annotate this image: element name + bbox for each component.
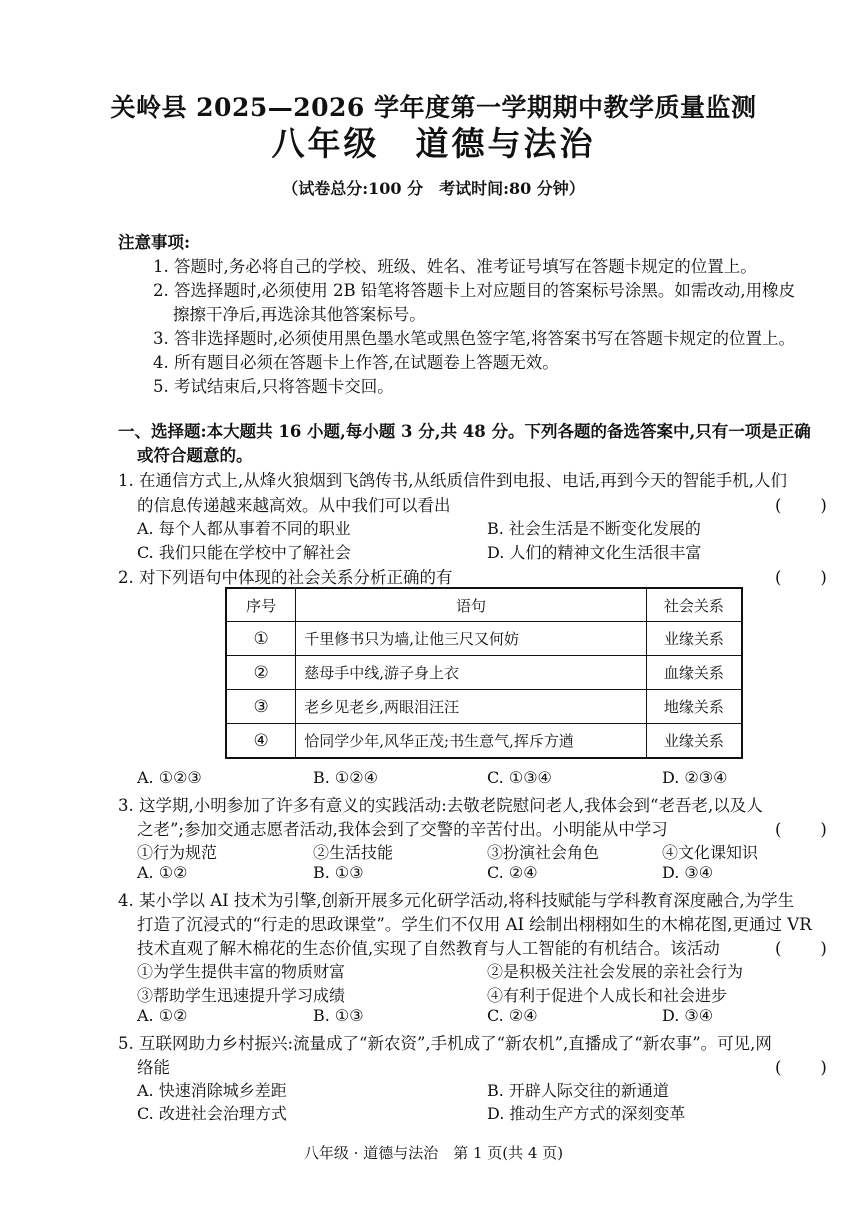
row-number: ④ (226, 724, 296, 759)
note-item: 4. 所有题目必须在答题卡上作答,在试题卷上答题无效。 (153, 353, 559, 372)
q3-option-c: C. ②④ (487, 863, 538, 882)
notes-heading: 注意事项: (118, 233, 191, 252)
exam-title: 关岭县 2025—2026 学年度第一学期期中教学质量监测 (110, 93, 757, 122)
table-row (226, 690, 742, 724)
exam-subject-title: 八年级 道德与法治 (271, 124, 596, 163)
row-number: ② (226, 656, 296, 690)
row-relation: 地缘关系 (646, 690, 742, 724)
question-4-stem-cont: 打造了沉浸式的“行走的思政课堂”。学生们不仅用 AI 绘制出栩栩如生的木棉花图,更通过 VR (137, 915, 812, 934)
q1-option-d: D. 人们的精神文化生活很丰富 (487, 543, 702, 562)
question-2-stem: 2. 对下列语句中体现的社会关系分析正确的有 (118, 568, 453, 587)
note-item: 1. 答题时,务必将自己的学校、班级、姓名、准考证号填写在答题卡规定的位置上。 (153, 257, 757, 276)
q3-option-d: D. ③④ (662, 863, 714, 882)
table-header-row (226, 588, 742, 622)
question-5-stem: 5. 互联网助力乡村振兴:流量成了“新农资”,手机成了“新农机”,直播成了“新农事”。可见,网 (118, 1034, 772, 1053)
question-3-stem-cont: 之老”;参加交通志愿者活动,我体会到了交警的辛苦付出。小明能从中学习 (137, 820, 668, 839)
q2-option-c: C. ①③④ (487, 768, 552, 787)
q5-option-b: B. 开辟人际交往的新通道 (487, 1081, 669, 1100)
question-4-stem: 4. 某小学以 AI 技术为引擎,创新开展多元化研学活动,将科技赋能与学科教育深度融合,为学生 (118, 891, 795, 910)
answer-blank: ( ) (775, 939, 829, 958)
table-row (226, 724, 742, 759)
row-relation: 血缘关系 (646, 656, 742, 690)
q1-option-c: C. 我们只能在学校中了解社会 (137, 543, 351, 562)
note-item: 3. 答非选择题时,必须使用黑色墨水笔或黑色签字笔,将答案书写在答题卡规定的位置上。 (153, 329, 795, 348)
q3-item: ④文化课知识 (662, 843, 759, 862)
row-number: ③ (226, 690, 296, 724)
q2-option-a: A. ①②③ (137, 768, 202, 787)
q1-option-b: B. 社会生活是不断变化发展的 (487, 519, 701, 538)
social-relations-table (225, 587, 743, 759)
row-relation: 业缘关系 (646, 622, 742, 656)
q4-option-a: A. ①② (137, 1006, 188, 1025)
q3-item: ②生活技能 (313, 843, 394, 862)
q4-item: ②是积极关注社会发展的亲社会行为 (487, 962, 744, 981)
q5-option-a: A. 快速消除城乡差距 (137, 1081, 287, 1100)
row-number: ① (226, 622, 296, 656)
answer-blank: ( ) (775, 496, 829, 515)
note-item: 2. 答选择题时,必须使用 2B 铅笔将答题卡上对应题目的答案标号涂黑。如需改动,用橡皮 (153, 281, 796, 300)
question-4-stem-cont: 技术直观了解木棉花的生态价值,实现了自然教育与人工智能的有机结合。该活动 (137, 939, 720, 958)
q2-option-b: B. ①②④ (313, 768, 378, 787)
answer-blank: ( ) (775, 568, 829, 587)
exam-info: （试卷总分:100 分 考试时间:80 分钟） (282, 179, 585, 198)
answer-blank: ( ) (775, 1058, 829, 1077)
section-heading-continuation: 或符合题意的。 (137, 446, 253, 465)
q4-option-c: C. ②④ (487, 1006, 538, 1025)
q3-option-b: B. ①③ (313, 863, 364, 882)
q1-option-a: A. 每个人都从事着不同的职业 (137, 519, 351, 538)
note-item-continuation: 擦擦干净后,再选涂其他答案标号。 (173, 305, 426, 324)
q2-option-d: D. ②③④ (662, 768, 728, 787)
q4-item: ③帮助学生迅速提升学习成绩 (137, 986, 346, 1005)
q5-option-c: C. 改进社会治理方式 (137, 1104, 287, 1123)
row-sentence: 千里修书只为墙,让他三尺又何妨 (296, 622, 647, 656)
q4-item: ①为学生提供丰富的物质财富 (137, 962, 346, 981)
row-sentence: 恰同学少年,风华正茂;书生意气,挥斥方遒 (296, 724, 647, 759)
question-5-stem-cont: 络能 (137, 1058, 170, 1077)
q4-option-b: B. ①③ (313, 1006, 364, 1025)
row-sentence: 老乡见老乡,两眼泪汪汪 (296, 690, 647, 724)
q3-item: ①行为规范 (137, 843, 218, 862)
question-1-stem: 1. 在通信方式上,从烽火狼烟到飞鸽传书,从纸质信件到电报、电话,再到今天的智能手机,人们 (118, 471, 787, 490)
note-item: 5. 考试结束后,只将答题卡交回。 (153, 377, 394, 396)
table-row (226, 622, 742, 656)
q5-option-d: D. 推动生产方式的深刻变革 (487, 1104, 686, 1123)
q4-option-d: D. ③④ (662, 1006, 714, 1025)
page-footer: 八年级 · 道德与法治 第 1 页(共 4 页) (303, 1144, 564, 1162)
question-1-stem-cont: 的信息传递越来越高效。从中我们可以看出 (137, 496, 451, 515)
table-header: 序号 (226, 588, 296, 622)
row-relation: 业缘关系 (646, 724, 742, 759)
row-sentence: 慈母手中线,游子身上衣 (296, 656, 647, 690)
table-header: 语句 (296, 588, 647, 622)
question-3-stem: 3. 这学期,小明参加了许多有意义的实践活动:去敬老院慰问老人,我体会到“老吾老,以及人 (118, 796, 763, 815)
answer-blank: ( ) (775, 820, 829, 839)
q4-item: ④有利于促进个人成长和社会进步 (487, 986, 728, 1005)
q3-item: ③扮演社会角色 (487, 843, 600, 862)
table-row (226, 656, 742, 690)
table-header: 社会关系 (646, 588, 742, 622)
section-heading: 一、选择题:本大题共 16 小题,每小题 3 分,共 48 分。下列各题的备选答案中,只有一项是正确 (118, 422, 811, 441)
q3-option-a: A. ①② (137, 863, 188, 882)
